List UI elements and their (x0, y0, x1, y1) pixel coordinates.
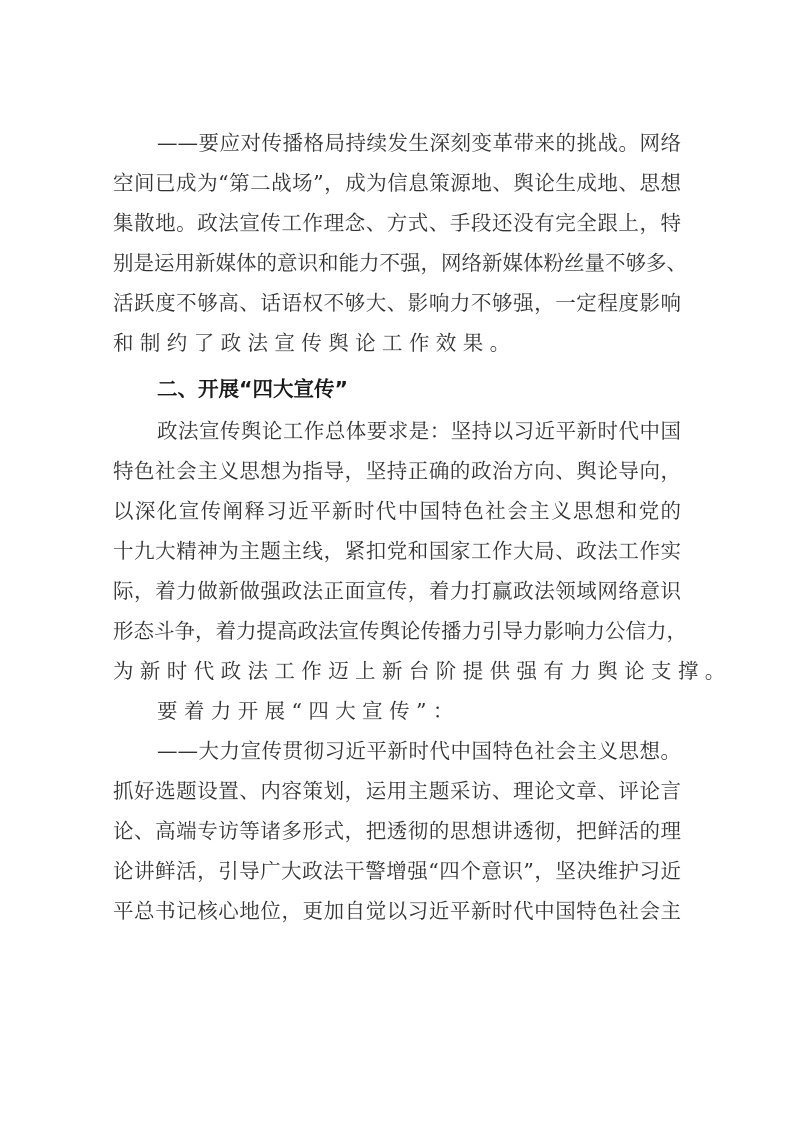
paragraph-line: 活跃度不够高、话语权不够大、影响力不够强，一定程度影响 (113, 291, 681, 315)
section-heading: 二、开展“四大宣传” (157, 377, 348, 401)
paragraph-line: 要着力开展“四大宣传”： (157, 699, 460, 723)
paragraph-line: 和制约了政法宣传舆论工作效果。 (113, 331, 517, 355)
paragraph-line: 抓好选题设置、内容策划，运用主题采访、理论文章、评论言 (113, 779, 681, 803)
paragraph-line: 政法宣传舆论工作总体要求是：坚持以习近平新时代中国 (157, 419, 681, 443)
document-page (113, 123, 732, 931)
paragraph-line: 特色社会主义思想为指导，坚持正确的政治方向、舆论导向， (113, 459, 681, 483)
paragraph-line: 论、高端专访等诸多形式，把透彻的思想讲透彻，把鲜活的理 (113, 819, 681, 843)
paragraph-line: 集散地。政法宣传工作理念、方式、手段还没有完全跟上，特 (113, 211, 681, 235)
paragraph-line: 别是运用新媒体的意识和能力不强，网络新媒体粉丝量不够多、 (113, 251, 687, 275)
paragraph-line: 际，着力做新做强政法正面宣传，着力打赢政法领域网络意识 (113, 579, 681, 603)
paragraph-line: 十九大精神为主题主线，紧扣党和国家工作大局、政法工作实 (113, 539, 681, 563)
paragraph-line: 为新时代政法工作迈上新台阶提供强有力舆论支撑。 (113, 659, 732, 683)
paragraph-line: ——要应对传播格局持续发生深刻变革带来的挑战。网络 (157, 131, 681, 155)
paragraph-line: ——大力宣传贯彻习近平新时代中国特色社会主义思想。 (157, 739, 681, 763)
paragraph-line: 形态斗争，着力提高政法宣传舆论传播力引导力影响力公信力， (113, 619, 687, 643)
paragraph-line: 空间已成为“第二战场”，成为信息策源地、舆论生成地、思想 (113, 171, 681, 195)
paragraph-line: 平总书记核心地位，更加自觉以习近平新时代中国特色社会主 (113, 899, 681, 923)
paragraph-line: 以深化宣传阐释习近平新时代中国特色社会主义思想和党的 (113, 499, 681, 523)
paragraph-line: 论讲鲜活，引导广大政法干警增强“四个意识”，坚决维护习近 (113, 859, 681, 883)
